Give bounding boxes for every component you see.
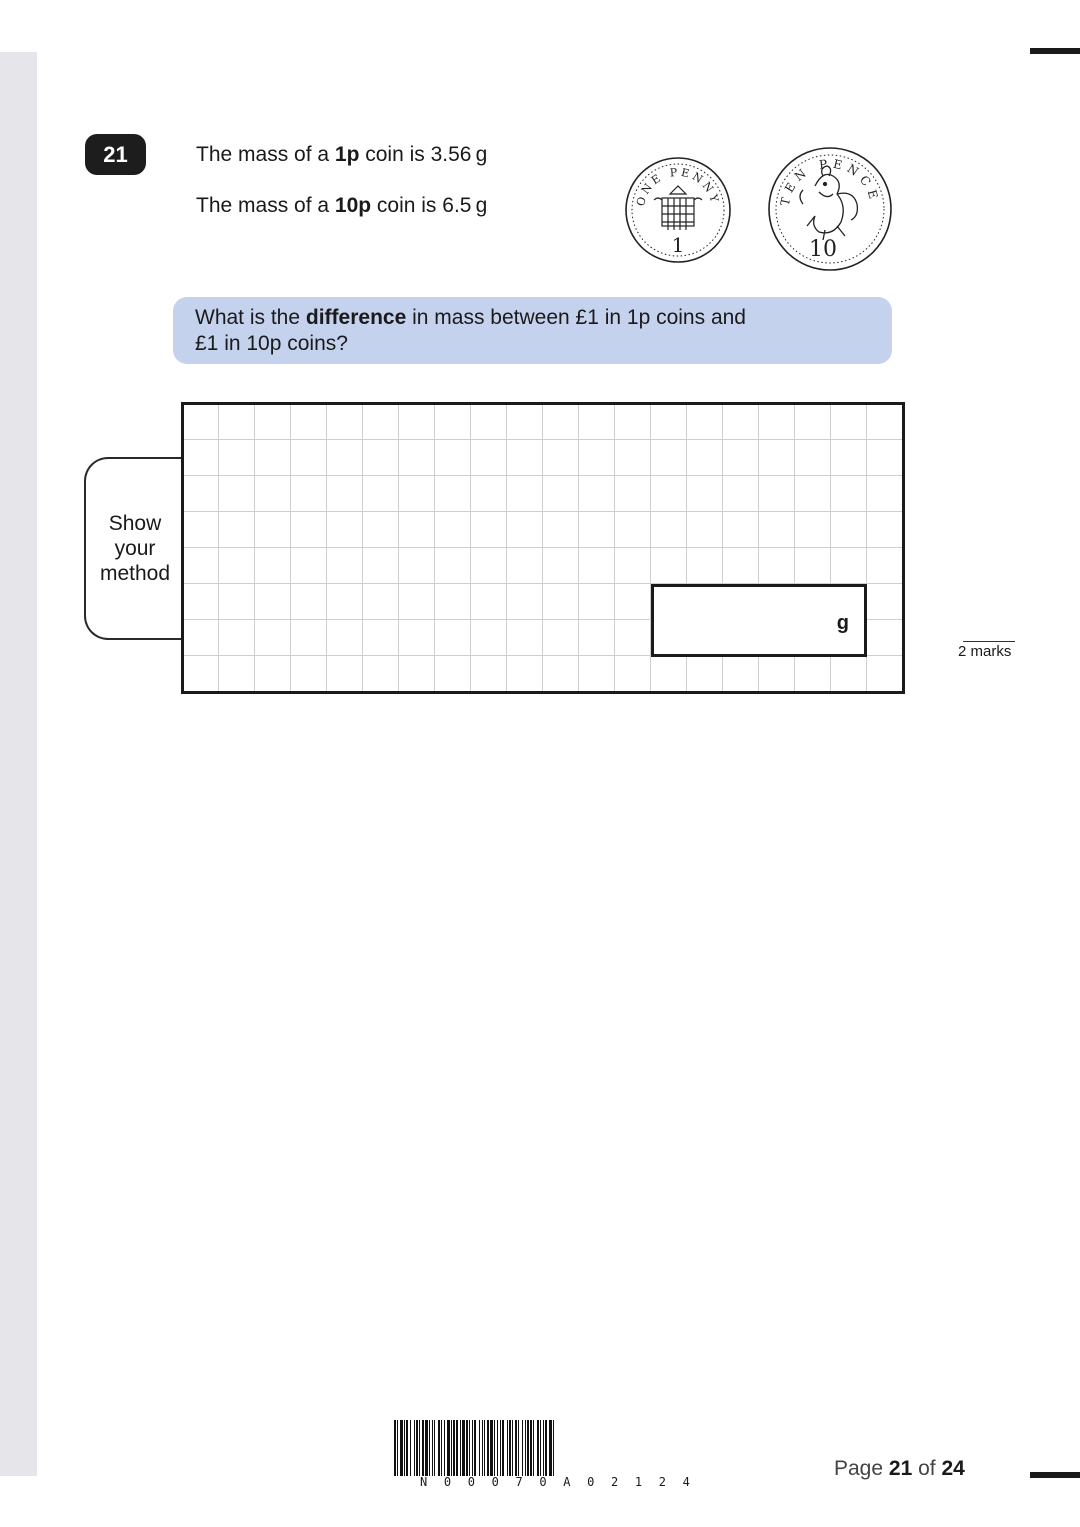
statement-1p: The mass of a 1p coin is 3.56 g (196, 143, 488, 166)
question-prompt-box (173, 297, 892, 364)
barcode-char: 1 (634, 1475, 643, 1489)
tenpence-value: 10 (809, 237, 837, 262)
question-prompt-line-2: £1 in 10p coins? (195, 332, 348, 355)
barcode-char: 4 (682, 1475, 690, 1489)
tenpence-words: TEN PENCE (777, 156, 882, 208)
answer-box[interactable] (651, 584, 867, 657)
statement-10p: The mass of a 10p coin is 6.5 g (196, 194, 488, 217)
corner-mark-top (1030, 48, 1080, 54)
ten-pence-coin-icon (767, 146, 893, 272)
page-margin-strip (0, 52, 37, 1476)
barcode-text (420, 1475, 690, 1489)
barcode-char: 2 (658, 1475, 666, 1489)
barcode-char: 0 (491, 1475, 499, 1489)
barcode-char: 0 (443, 1475, 452, 1489)
show-method-tab (84, 457, 184, 640)
barcode-char: N (420, 1475, 428, 1489)
barcode-char: 7 (515, 1475, 523, 1489)
page-number: Page 21 of 24 (834, 1457, 965, 1480)
show-method-label: Show your method (99, 512, 171, 585)
question-prompt-line-1: What is the difference in mass between £1 in 1p coins and (195, 306, 746, 329)
penny-value: 1 (671, 233, 685, 257)
question-number: 21 (85, 134, 146, 175)
corner-mark-bottom (1030, 1472, 1080, 1478)
barcode-char: 0 (587, 1475, 595, 1489)
marks-line (963, 641, 1015, 642)
barcode-char: 0 (467, 1475, 475, 1489)
barcode-char: 2 (611, 1475, 619, 1489)
barcode-icon (392, 1420, 712, 1476)
penny-words: ONE PENNY (633, 165, 722, 208)
one-penny-coin-icon (624, 156, 732, 264)
answer-unit: g (836, 612, 849, 634)
barcode-char: 0 (539, 1475, 547, 1489)
marks-label: 2 marks (958, 643, 1012, 660)
barcode-char: A (563, 1475, 571, 1489)
